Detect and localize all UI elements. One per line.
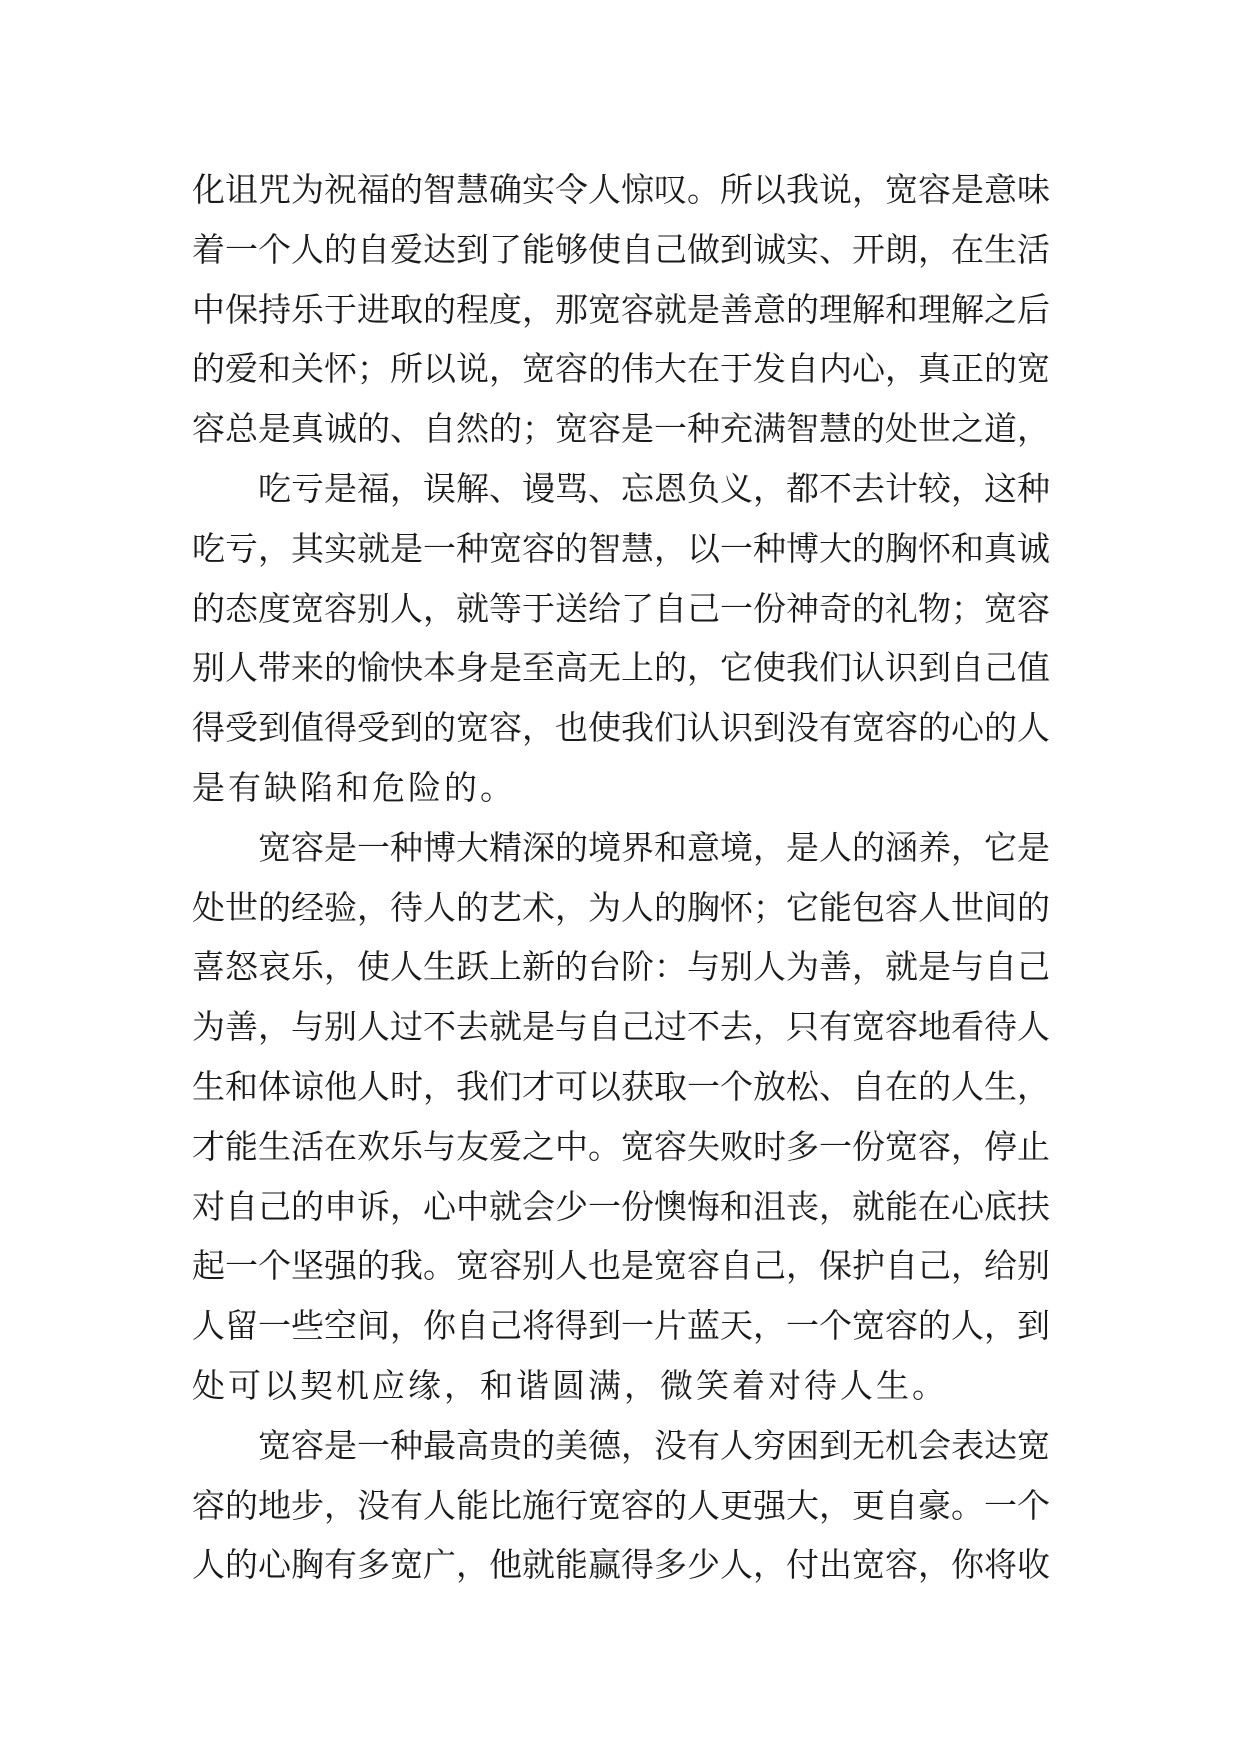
text-line: 才能生活在欢乐与友爱之中。宽容失败时多一份宽容，停止 xyxy=(192,1126,1050,1166)
text-line: 吃亏，其实就是一种宽容的智慧，以一种博大的胸怀和真诚 xyxy=(192,528,1050,568)
text-line: 的态度宽容别人，就等于送给了自己一份神奇的礼物；宽容 xyxy=(192,588,1050,628)
text-line: 为善，与别人过不去就是与自己过不去，只有宽容地看待人 xyxy=(192,1007,1050,1047)
text-line: 生和体谅他人时，我们才可以获取一个放松、自在的人生， xyxy=(192,1066,1050,1106)
text-line: 人留一些空间，你自己将得到一片蓝天，一个宽容的人，到 xyxy=(192,1306,1050,1346)
text-line: 处世的经验，待人的艺术，为人的胸怀；它能包容人世间的 xyxy=(192,887,1050,927)
text-line: 中保持乐于进取的程度，那宽容就是善意的理解和理解之后 xyxy=(192,289,1050,329)
text-line: 人的心胸有多宽广，他就能赢得多少人，付出宽容，你将收 xyxy=(192,1545,1050,1585)
text-line: 宽容是一种博大精深的境界和意境，是人的涵养，它是 xyxy=(258,827,1050,867)
text-line: 起一个坚强的我。宽容别人也是宽容自己，保护自己，给别 xyxy=(192,1246,1050,1286)
text-line: 喜怒哀乐，使人生跃上新的台阶：与别人为善，就是与自己 xyxy=(192,947,1050,987)
text-line: 对自己的申诉，心中就会少一份懊悔和沮丧，就能在心底扶 xyxy=(192,1186,1050,1226)
text-line: 着一个人的自爱达到了能够使自己做到诚实、开朗，在生活 xyxy=(192,229,1050,269)
text-line: 别人带来的愉快本身是至高无上的，它使我们认识到自己值 xyxy=(192,648,1050,688)
body-text xyxy=(192,160,1052,1595)
text-line: 是有缺陷和危险的。 xyxy=(192,767,516,807)
text-line: 容总是真诚的、自然的；宽容是一种充满智慧的处世之道， xyxy=(192,409,1050,449)
text-line: 得受到值得受到的宽容，也使我们认识到没有宽容的心的人 xyxy=(192,708,1050,748)
text-line: 吃亏是福，误解、谩骂、忘恩负义，都不去计较，这种 xyxy=(258,468,1050,508)
text-line: 化诅咒为祝福的智慧确实令人惊叹。所以我说，宽容是意味 xyxy=(192,170,1050,209)
text-line: 容的地步，没有人能比施行宽容的人更强大，更自豪。一个 xyxy=(192,1485,1050,1525)
text-line: 的爱和关怀；所以说，宽容的伟大在于发自内心，真正的宽 xyxy=(192,349,1050,389)
text-line: 处可以契机应缘，和谐圆满，微笑着对待人生。 xyxy=(192,1365,948,1405)
text-line: 宽容是一种最高贵的美德，没有人穷困到无机会表达宽 xyxy=(258,1425,1050,1465)
